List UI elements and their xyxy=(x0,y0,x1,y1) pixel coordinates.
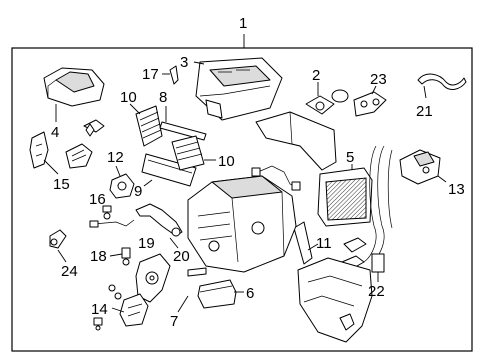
callout-22: 22 xyxy=(368,283,385,300)
callout-2: 2 xyxy=(312,67,321,84)
callout-10b: 10 xyxy=(218,153,235,170)
callout-8: 8 xyxy=(159,89,168,106)
callout-1: 1 xyxy=(239,15,248,32)
callout-14: 14 xyxy=(91,301,108,318)
callout-12: 12 xyxy=(107,149,124,166)
callout-7: 7 xyxy=(170,313,179,330)
callout-9: 9 xyxy=(134,183,143,200)
callout-3: 3 xyxy=(180,54,189,71)
callout-6: 6 xyxy=(246,285,255,302)
callout-23: 23 xyxy=(370,71,387,88)
part-main-case xyxy=(188,176,296,272)
callout-15: 15 xyxy=(53,176,70,193)
callout-20: 20 xyxy=(173,248,190,265)
part-7-strip xyxy=(188,268,206,276)
part-18-clip xyxy=(122,248,130,265)
callout-17: 17 xyxy=(142,66,159,83)
callout-10a: 10 xyxy=(120,89,137,106)
callout-4: 4 xyxy=(51,124,60,141)
callout-19: 19 xyxy=(138,235,155,252)
callout-21: 21 xyxy=(416,103,433,120)
part-5-heater-core xyxy=(318,168,372,226)
callout-24: 24 xyxy=(61,263,78,280)
callout-5: 5 xyxy=(346,149,355,166)
callout-18: 18 xyxy=(90,248,107,265)
callout-16: 16 xyxy=(89,191,106,208)
callout-13: 13 xyxy=(448,181,465,198)
callout-11: 11 xyxy=(316,235,332,252)
